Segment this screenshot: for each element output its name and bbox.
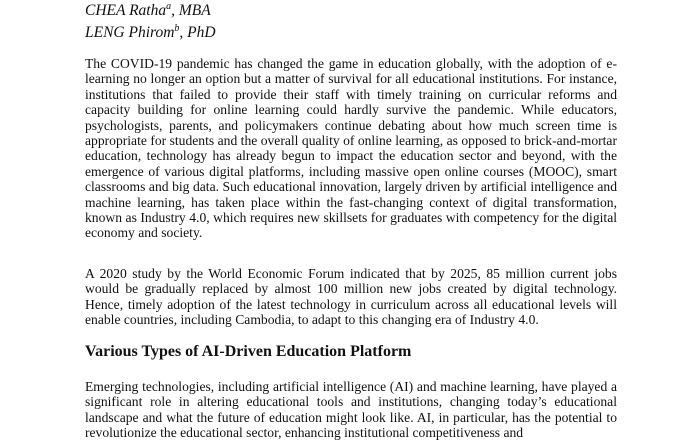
- author-degree: , PhD: [179, 24, 216, 41]
- author-list: [85, 0, 216, 44]
- body-paragraph: Emerging technologies, including artificial intelligence (AI) and machine learning, have played a significant role in altering educational tools and institutions, changing today’s educational landscape and what the future of education might look like. AI, in particular, has the potential to revolutionize the educational sector, enhancing institutional competitiveness and: [85, 379, 617, 441]
- author-line-2: [85, 22, 216, 44]
- author-name: CHEA Ratha: [85, 2, 167, 19]
- section-heading: Various Types of AI-Driven Education Platform: [85, 343, 412, 360]
- affiliation-mark: b: [174, 23, 180, 34]
- author-name: LENG Phirom: [85, 24, 175, 41]
- affiliation-mark: a: [166, 1, 172, 12]
- author-degree: , MBA: [171, 2, 211, 19]
- author-line-1: [85, 0, 216, 22]
- body-paragraph: A 2020 study by the World Economic Forum indicated that by 2025, 85 million current jobs would be gradually replaced by almost 100 million new jobs created by digital technology. Hence, timely adoption of the latest technology in curriculum across all educational levels will enable countries, including Cambodia, to adapt to this changing era of Industry 4.0.: [85, 266, 617, 328]
- body-paragraph: The COVID-19 pandemic has changed the game in education globally, with the adoption of e-learning no longer an option but a matter of survival for all educational institutions. For instance, institutions that failed to provide their staff with timely training on curricular reforms and capacity building for online learning could hardly survive the pandemic. While educators, psychologists, parents, and policymakers continue debating about how much screen time is appropriate for students and the overall quality of online learning, as opposed to brick-and-mortar education, technology has already begun to impact the education sector and beyond, with the emergence of various digital platforms, including massive open online courses (MOOC), smart classrooms and big data. Such educational innovation, largely driven by artificial intelligence and machine learning, has taken place within the fast-changing context of digital transformation, known as Industry 4.0, which requires new skillsets for graduates with competency for the digital economy and society.: [85, 56, 617, 241]
